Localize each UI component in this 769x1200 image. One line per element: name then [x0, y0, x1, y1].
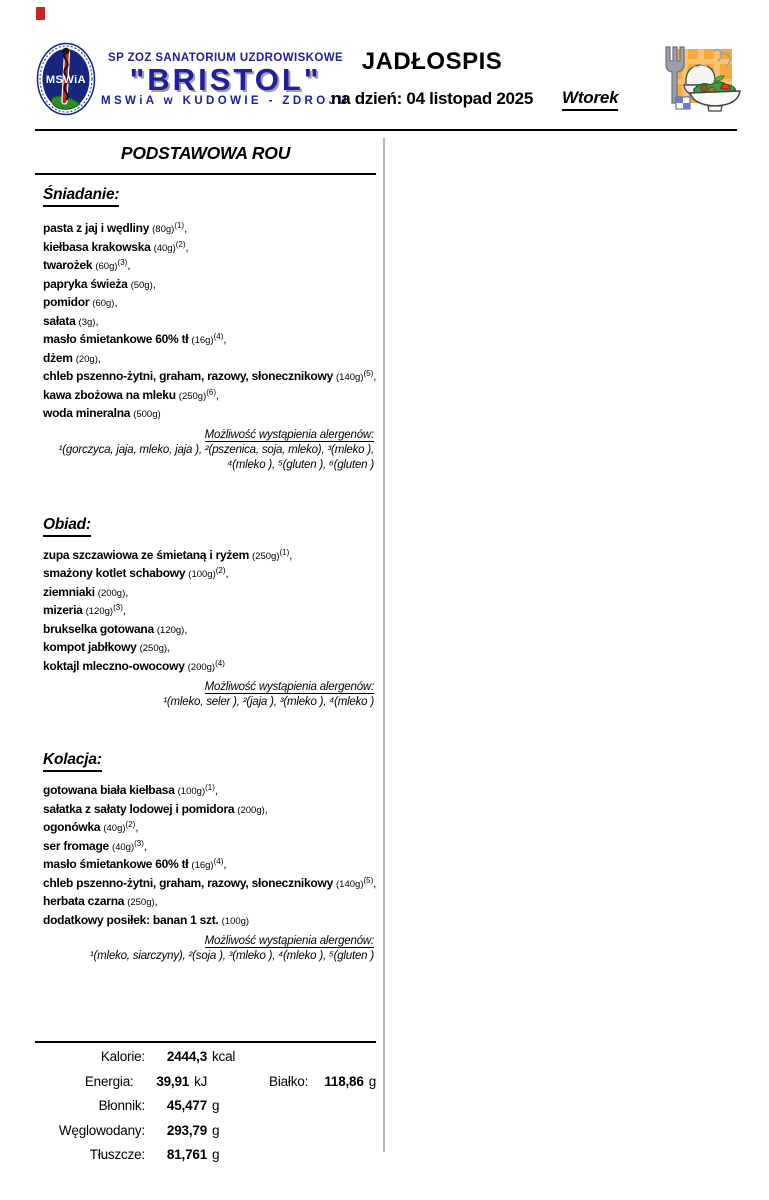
nutrition-value: 293,79: [166, 1122, 207, 1138]
item-portion: (100g): [188, 569, 216, 580]
nutrition-summary: [35, 1041, 376, 1172]
nutrition-value: 45,477: [166, 1098, 207, 1113]
item-name: masło śmietankowe 60% tł: [43, 857, 189, 871]
item-separator: ,: [95, 315, 99, 328]
diet-title: PODSTAWOWA ROU: [35, 136, 376, 175]
menu-item: [43, 602, 376, 621]
logo-location-line: MSWiA w KUDOWIE - ZDROJU: [101, 94, 351, 107]
item-name: ogonówka: [43, 820, 101, 834]
menu-item: [43, 801, 376, 820]
logo-institution-line: SP ZOZ SANATORIUM UZDROWISKOWE: [108, 51, 344, 64]
nutrition-unit: kJ: [194, 1073, 208, 1089]
item-portion: (60g): [92, 298, 115, 309]
item-portion: (40g): [111, 841, 135, 853]
section-heading-breakfast: Śniadanie:: [43, 186, 119, 207]
food-bowl-icon: [652, 45, 744, 117]
item-separator: ,: [152, 278, 156, 291]
item-separator: ,: [114, 297, 118, 309]
item-separator: ,: [122, 605, 126, 617]
item-separator: ,: [225, 568, 229, 580]
nutrition-row: [35, 1147, 376, 1172]
item-portion: (250g): [178, 390, 207, 402]
nutrition-unit: g: [212, 1122, 220, 1138]
menu-item: [43, 856, 376, 875]
item-portion: (250g): [252, 550, 280, 562]
item-name: masło śmietankowe 60% tł: [43, 332, 189, 346]
item-separator: ,: [223, 334, 227, 346]
allergen-heading: Możliwość wystąpienia alergenów:: [204, 428, 374, 441]
section-heading-dinner: Kolacja:: [43, 751, 102, 772]
item-separator: ,: [184, 623, 188, 636]
item-allergen-ref: (4): [213, 332, 224, 341]
item-separator: ,: [167, 642, 170, 654]
item-name: papryka świeża: [43, 276, 128, 291]
allergen-line: ⁴(mleko ), ⁵(gluten ), ⁶(gluten ): [227, 458, 374, 471]
meal-sections: [35, 186, 376, 964]
meal-section-lunch: [35, 516, 376, 711]
allergen-block-breakfast: [43, 425, 376, 473]
item-allergen-ref: (3): [134, 838, 144, 848]
item-allergen-ref: (4): [215, 658, 225, 668]
menu-item: [43, 313, 376, 332]
item-allergen-ref: (2): [125, 820, 136, 829]
item-allergen-ref: (4): [213, 857, 224, 866]
meal-section-dinner: [35, 751, 376, 964]
item-portion: (140g): [336, 372, 364, 383]
item-separator: ,: [125, 586, 129, 599]
item-portion: (140g): [336, 878, 364, 890]
menu-item: [43, 257, 376, 276]
menu-item: [43, 405, 376, 424]
nutrition-unit: g: [368, 1073, 376, 1089]
item-portion: (40g): [103, 823, 126, 834]
nutrition-label: Węglowodany:: [58, 1122, 145, 1138]
header-title-block: [322, 48, 542, 109]
item-portion: (250g): [139, 643, 168, 654]
menu-item: [43, 331, 376, 350]
item-portion: (100g): [221, 915, 250, 927]
sanatorium-logo: [36, 42, 350, 116]
menu-item: [43, 658, 376, 677]
allergen-heading: Możliwość wystąpienia alergenów:: [204, 935, 374, 947]
item-portion: (200g): [237, 804, 265, 816]
item-name: sałatka z sałaty lodowej i pomidora: [43, 801, 235, 816]
item-portion: (3g): [78, 316, 96, 328]
menu-item: [43, 819, 376, 838]
nutrition-label: Energia:: [84, 1073, 134, 1089]
menu-column: [35, 136, 377, 1162]
nutrition-unit: g: [212, 1147, 220, 1162]
item-name: herbata czarna: [43, 894, 125, 908]
menu-item: [43, 350, 376, 369]
item-portion: (120g): [85, 606, 114, 617]
menu-item: [43, 584, 376, 603]
page-title: JADŁOSPIS: [361, 48, 503, 75]
meal-section-breakfast: [35, 186, 376, 473]
nutrition-value: 81,761: [166, 1147, 207, 1162]
mswia-emblem-icon: [36, 42, 96, 116]
item-separator: ,: [127, 260, 131, 272]
menu-item: [43, 782, 376, 801]
date-line: na dzień: 04 listopad 2025: [331, 89, 533, 108]
item-portion: (200g): [97, 587, 126, 599]
menu-item: [43, 220, 376, 239]
nutrition-unit: kcal: [212, 1049, 236, 1064]
menu-item: [43, 875, 376, 894]
menu-item: [43, 387, 376, 406]
item-allergen-ref: (1): [205, 783, 215, 792]
allergen-block-lunch: [43, 677, 376, 710]
svg-text:MSWiA: MSWiA: [45, 74, 87, 86]
weekday-label: Wtorek: [562, 88, 618, 111]
item-separator: ,: [373, 877, 377, 890]
allergen-heading: Możliwość wystąpienia alergenów:: [204, 681, 374, 693]
item-name: ser fromage: [43, 838, 109, 853]
item-name: ziemniaki: [43, 584, 95, 599]
item-name: chleb pszenno-żytni, graham, razowy, słonecznikowy: [43, 369, 334, 383]
logo-bristol-name: "BRISTOL": [129, 61, 322, 97]
nutrition-row: [35, 1123, 376, 1148]
item-allergen-ref: (3): [113, 603, 123, 612]
item-allergen-ref: (5): [363, 369, 374, 378]
menu-item: [43, 547, 376, 566]
item-portion: (16g): [191, 860, 214, 871]
item-separator: ,: [264, 803, 268, 816]
blue-cloth-icon: [676, 97, 690, 109]
item-allergen-ref: (3): [117, 258, 128, 267]
item-separator: ,: [223, 859, 227, 871]
item-name: gotowana biała kiełbasa: [43, 783, 175, 797]
item-allergen-ref: (2): [215, 566, 226, 575]
menu-item: [43, 893, 376, 912]
item-allergen-ref: (1): [174, 221, 185, 230]
menu-item: [43, 276, 376, 295]
nutrition-row: [35, 1049, 376, 1074]
allergen-line: ¹(gorczyca, jaja, mleko, jaja ), ²(pszenica, soja, mleko), ³(mleko ),: [58, 443, 374, 456]
item-name: pomidor: [43, 295, 90, 309]
nutrition-value: 2444,3: [166, 1049, 207, 1064]
column-divider: [383, 138, 385, 1152]
item-list-breakfast: [43, 220, 376, 424]
item-separator: ,: [154, 896, 158, 908]
item-allergen-ref: (2): [175, 239, 186, 249]
item-separator: ,: [289, 549, 293, 562]
item-name: mizeria: [43, 603, 83, 617]
menu-item: [43, 912, 376, 931]
item-portion: (50g): [130, 279, 153, 291]
menu-item: [43, 621, 376, 640]
item-portion: (16g): [191, 335, 214, 346]
nutrition-label: Białko:: [269, 1073, 309, 1089]
item-allergen-ref: (5): [363, 875, 374, 885]
item-name: twarożek: [43, 258, 93, 272]
item-portion: (250g): [127, 897, 155, 908]
item-name: pasta z jaj i wędliny: [43, 221, 150, 235]
item-name: kompot jabłkowy: [43, 640, 137, 654]
nutrition-unit: g: [212, 1098, 220, 1113]
item-name: brukselka gotowana: [43, 621, 154, 636]
menu-item: [43, 239, 376, 258]
item-separator: ,: [373, 371, 377, 383]
item-portion: (60g): [95, 261, 118, 272]
item-name: dodatkowy posiłek: banan 1 szt.: [43, 912, 219, 927]
item-portion: (120g): [156, 624, 185, 636]
item-name: chleb pszenno-żytni, graham, razowy, słonecznikowy: [43, 875, 334, 890]
item-portion: (200g): [187, 661, 216, 673]
item-portion: (500g): [133, 409, 161, 420]
allergen-line: ¹(mleko, siarczyny), ²(soja ), ³(mleko ), ⁴(mleko ), ⁵(gluten ): [89, 950, 374, 962]
item-separator: ,: [185, 241, 189, 254]
item-separator: ,: [184, 223, 187, 235]
item-separator: ,: [216, 389, 219, 402]
menu-item: [43, 639, 376, 658]
item-portion: (80g): [152, 224, 175, 235]
section-heading-lunch: Obiad:: [43, 516, 91, 537]
nutrition-label: Błonnik:: [98, 1098, 145, 1113]
item-separator: ,: [135, 822, 139, 834]
nutrition-row: [35, 1074, 376, 1099]
header-divider: [35, 129, 737, 131]
item-portion: (100g): [177, 786, 206, 797]
item-allergen-ref: (6): [206, 387, 217, 397]
nutrition-label: Kalorie:: [100, 1049, 145, 1064]
allergen-block-dinner: [43, 931, 376, 964]
item-name: kawa zbożowa na mleku: [43, 387, 176, 402]
item-name: smażony kotlet schabowy: [43, 566, 186, 580]
nutrition-value: 39,91: [156, 1073, 190, 1089]
menu-item: [43, 565, 376, 584]
item-separator: ,: [143, 840, 147, 853]
item-name: dżem: [43, 350, 73, 365]
allergen-line: ¹(mleko, seler ), ²(jaja ), ³(mleko ), ⁴(mleko ): [163, 696, 374, 708]
item-separator: ,: [214, 785, 218, 797]
red-print-marker: [36, 7, 45, 20]
item-list-dinner: [43, 782, 376, 930]
menu-item: [43, 838, 376, 857]
nutrition-row: [35, 1098, 376, 1123]
item-allergen-ref: (1): [279, 547, 290, 557]
nutrition-value: 118,86: [324, 1073, 364, 1089]
menu-item: [43, 368, 376, 387]
nutrition-label: Tłuszcze:: [89, 1147, 145, 1162]
menu-item: [43, 294, 376, 313]
item-name: zupa szczawiowa ze śmietaną i ryżem: [43, 547, 250, 562]
item-list-lunch: [43, 547, 376, 677]
item-name: koktajl mleczno-owocowy: [43, 658, 185, 673]
item-name: sałata: [43, 313, 76, 328]
item-portion: (20g): [75, 353, 98, 365]
item-name: woda mineralna: [43, 406, 131, 420]
item-separator: ,: [97, 352, 101, 365]
item-portion: (40g): [153, 242, 176, 254]
item-name: kiełbasa krakowska: [43, 239, 151, 254]
